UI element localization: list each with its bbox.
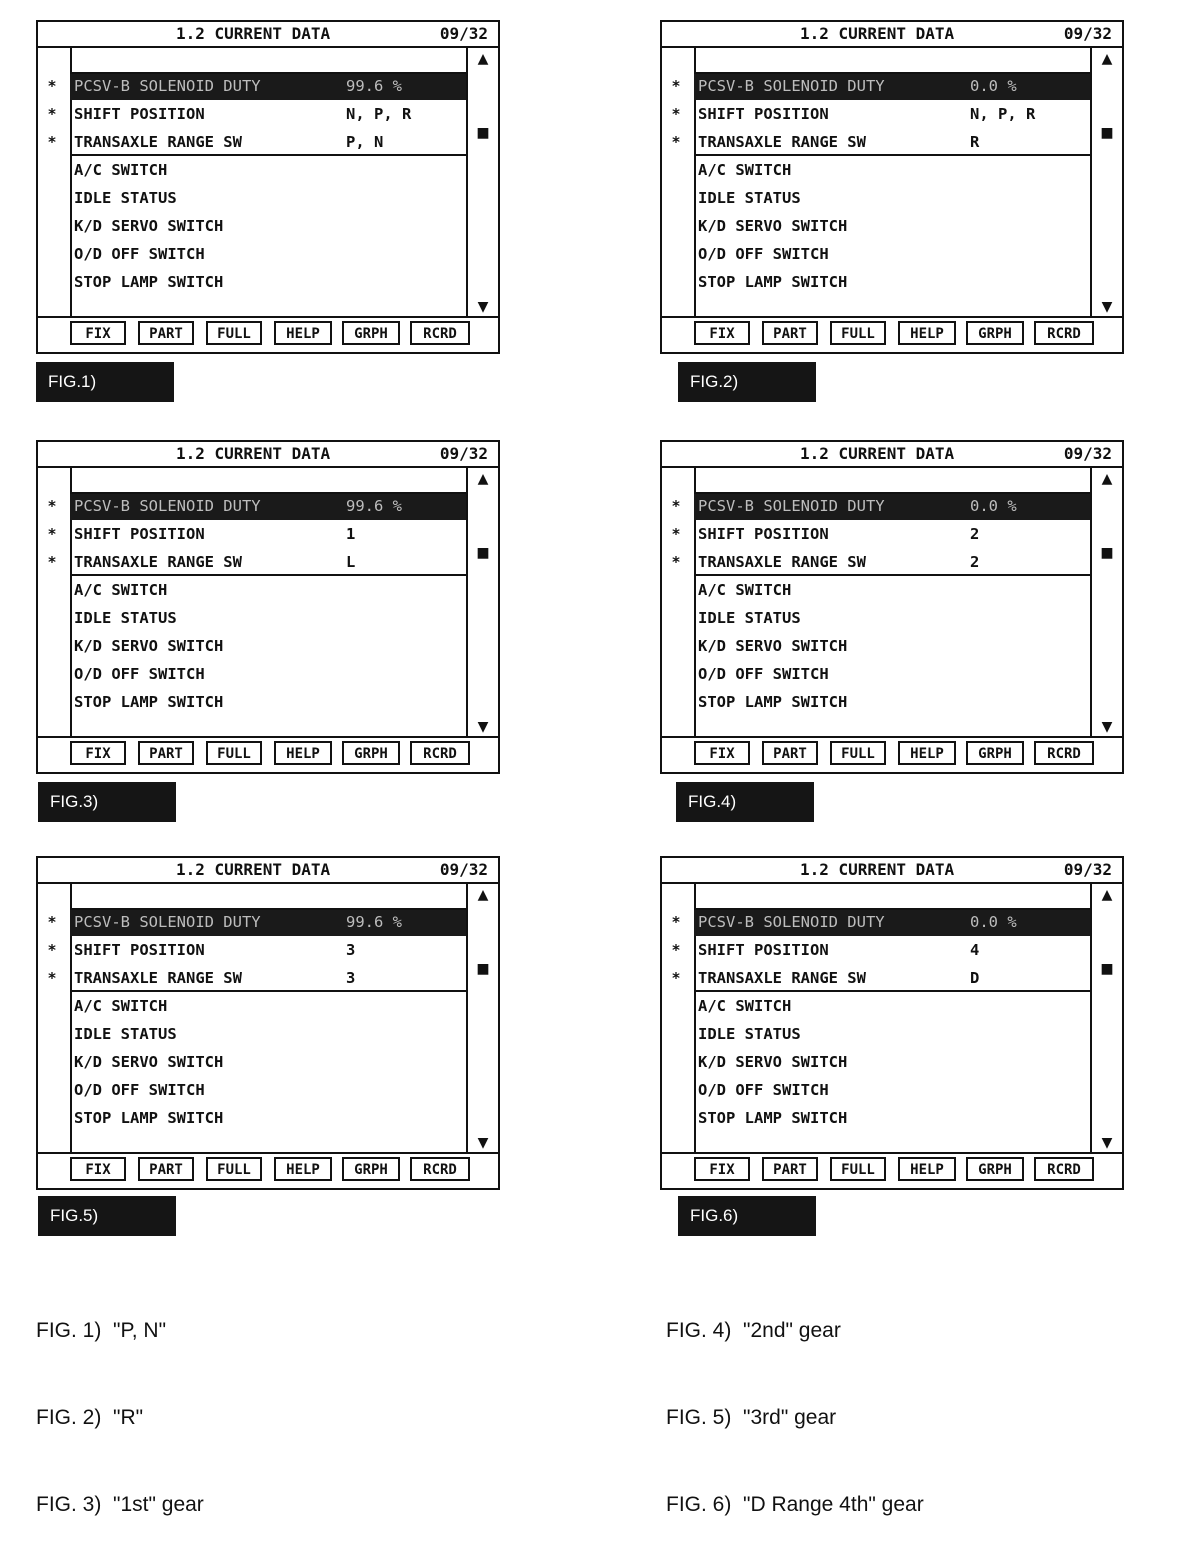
fkey-grph-button[interactable]: GRPH	[342, 321, 400, 345]
param-label: A/C SWITCH	[698, 161, 792, 179]
caption-fig5: FIG. 5) "3rd" gear	[666, 1406, 837, 1429]
data-list	[47, 908, 468, 1132]
data-row[interactable]	[70, 1076, 468, 1104]
figure-tag-3: FIG.3)	[38, 782, 176, 822]
param-value: N, P, R	[970, 105, 1036, 123]
data-row[interactable]	[47, 548, 468, 576]
data-list	[671, 72, 1092, 296]
data-list	[671, 492, 1092, 716]
fkey-part-button[interactable]: PART	[762, 741, 818, 765]
param-label: K/D SERVO SWITCH	[698, 1053, 848, 1071]
selected-marker: *	[671, 913, 681, 931]
data-row[interactable]	[70, 1048, 468, 1076]
param-label: PCSV-B SOLENOID DUTY	[698, 77, 885, 95]
fkey-fix-button[interactable]: FIX	[694, 1157, 750, 1181]
param-label: STOP LAMP SWITCH	[74, 273, 224, 291]
data-row[interactable]	[671, 936, 1092, 964]
figure-tag-6: FIG.6)	[678, 1196, 816, 1236]
data-row[interactable]	[671, 100, 1092, 128]
selected-marker: *	[47, 525, 57, 543]
param-value: R	[970, 133, 980, 151]
data-row[interactable]	[671, 72, 1092, 100]
scroll-up-arrow-icon[interactable]: ▲	[477, 471, 489, 487]
selected-marker: *	[671, 553, 681, 571]
data-row[interactable]	[694, 604, 1092, 632]
data-row[interactable]	[47, 72, 468, 100]
fkey-grph-button[interactable]: GRPH	[966, 321, 1024, 345]
data-list	[47, 72, 468, 296]
data-row[interactable]	[671, 548, 1092, 576]
param-value: 2	[970, 525, 980, 543]
screen-title: 1.2 CURRENT DATA	[176, 444, 331, 463]
figure-tag-2: FIG.2)	[678, 362, 816, 402]
caption-fig4: FIG. 4) "2nd" gear	[666, 1319, 841, 1342]
caption-fig2: FIG. 2) "R"	[36, 1406, 144, 1429]
fkey-grph-button[interactable]: GRPH	[966, 1157, 1024, 1181]
data-row[interactable]	[70, 240, 468, 268]
param-label: IDLE STATUS	[698, 1025, 801, 1043]
scroll-thumb[interactable]: ■	[1100, 545, 1114, 561]
fkey-fix-button[interactable]: FIX	[70, 321, 126, 345]
scan-tool-screen-fig6	[660, 856, 1124, 1190]
function-key-bar	[38, 736, 498, 772]
function-key-bar	[662, 736, 1122, 772]
param-label: TRANSAXLE RANGE SW	[698, 969, 866, 987]
fkey-full-button[interactable]: FULL	[206, 1157, 262, 1181]
data-row[interactable]	[70, 688, 468, 716]
selected-marker: *	[47, 133, 57, 151]
param-label: K/D SERVO SWITCH	[74, 1053, 224, 1071]
scrollbar[interactable]	[1090, 882, 1122, 1154]
fkey-grph-button[interactable]: GRPH	[342, 1157, 400, 1181]
param-label: A/C SWITCH	[698, 997, 792, 1015]
param-label: O/D OFF SWITCH	[698, 665, 829, 683]
param-label: K/D SERVO SWITCH	[74, 637, 224, 655]
selected-marker: *	[47, 497, 57, 515]
data-row[interactable]	[70, 604, 468, 632]
screen-header	[38, 858, 498, 884]
scan-tool-screen-fig2	[660, 20, 1124, 354]
param-label: O/D OFF SWITCH	[74, 1081, 205, 1099]
selected-marker: *	[47, 77, 57, 95]
screen-title: 1.2 CURRENT DATA	[800, 860, 955, 879]
scroll-down-arrow-icon[interactable]: ▼	[1101, 719, 1113, 735]
caption-fig6: FIG. 6) "D Range 4th" gear	[666, 1493, 924, 1516]
fkey-rcrd-button[interactable]: RCRD	[410, 741, 470, 765]
param-label: O/D OFF SWITCH	[698, 245, 829, 263]
selected-marker: *	[671, 77, 681, 95]
param-label: STOP LAMP SWITCH	[74, 1109, 224, 1127]
fkey-help-button[interactable]: HELP	[274, 741, 332, 765]
data-row[interactable]	[47, 964, 468, 992]
param-label: IDLE STATUS	[74, 189, 177, 207]
screen-title: 1.2 CURRENT DATA	[800, 444, 955, 463]
data-row[interactable]	[47, 520, 468, 548]
selected-marker: *	[671, 969, 681, 987]
data-list	[47, 492, 468, 716]
param-label: PCSV-B SOLENOID DUTY	[74, 913, 261, 931]
fkey-rcrd-button[interactable]: RCRD	[410, 321, 470, 345]
figure-tag-1: FIG.1)	[36, 362, 174, 402]
caption-fig3: FIG. 3) "1st" gear	[36, 1493, 204, 1516]
caption-list-left	[36, 1258, 204, 1548]
param-value: 0.0 %	[970, 77, 1017, 95]
fkey-part-button[interactable]: PART	[138, 321, 194, 345]
param-label: STOP LAMP SWITCH	[698, 273, 848, 291]
param-value: 3	[346, 969, 356, 987]
data-row[interactable]	[694, 1104, 1092, 1132]
param-value: D	[970, 969, 980, 987]
selected-marker: *	[671, 497, 681, 515]
data-row[interactable]	[694, 632, 1092, 660]
fkey-fix-button[interactable]: FIX	[70, 1157, 126, 1181]
selected-marker: *	[671, 133, 681, 151]
scan-tool-screen-fig5	[36, 856, 500, 1190]
scrollbar[interactable]	[466, 46, 498, 318]
selected-marker: *	[671, 941, 681, 959]
caption-list-right	[666, 1258, 924, 1548]
param-label: A/C SWITCH	[698, 581, 792, 599]
data-row[interactable]	[671, 520, 1092, 548]
screen-header	[38, 442, 498, 468]
param-label: PCSV-B SOLENOID DUTY	[698, 913, 885, 931]
data-row[interactable]	[694, 688, 1092, 716]
param-value: L	[346, 553, 356, 571]
scan-tool-screen-fig1	[36, 20, 500, 354]
data-row[interactable]	[70, 184, 468, 212]
param-value: 1	[346, 525, 356, 543]
param-value: 3	[346, 941, 356, 959]
scrollbar[interactable]	[1090, 46, 1122, 318]
param-label: TRANSAXLE RANGE SW	[74, 553, 242, 571]
param-label: IDLE STATUS	[74, 1025, 177, 1043]
param-label: PCSV-B SOLENOID DUTY	[74, 77, 261, 95]
param-value: P, N	[346, 133, 384, 151]
scroll-up-arrow-icon[interactable]: ▲	[477, 51, 489, 67]
data-row[interactable]	[694, 1076, 1092, 1104]
param-label: SHIFT POSITION	[74, 105, 205, 123]
param-label: O/D OFF SWITCH	[74, 245, 205, 263]
param-label: TRANSAXLE RANGE SW	[698, 553, 866, 571]
param-label: O/D OFF SWITCH	[698, 1081, 829, 1099]
function-key-bar	[38, 1152, 498, 1188]
data-row[interactable]	[47, 936, 468, 964]
selected-marker: *	[47, 105, 57, 123]
page-counter: 09/32	[1063, 860, 1112, 879]
fkey-part-button[interactable]: PART	[138, 741, 194, 765]
data-list	[671, 908, 1092, 1132]
fkey-fix-button[interactable]: FIX	[70, 741, 126, 765]
scrollbar[interactable]	[1090, 466, 1122, 738]
fkey-full-button[interactable]: FULL	[830, 1157, 886, 1181]
scroll-down-arrow-icon[interactable]: ▼	[477, 299, 489, 315]
param-value: 99.6 %	[346, 913, 402, 931]
param-label: A/C SWITCH	[74, 581, 168, 599]
scroll-thumb[interactable]: ■	[476, 545, 490, 561]
param-label: PCSV-B SOLENOID DUTY	[74, 497, 261, 515]
fkey-rcrd-button[interactable]: RCRD	[1034, 1157, 1094, 1181]
param-label: TRANSAXLE RANGE SW	[74, 133, 242, 151]
data-row[interactable]	[70, 660, 468, 688]
screen-title: 1.2 CURRENT DATA	[176, 860, 331, 879]
selected-marker: *	[47, 969, 57, 987]
param-value: 0.0 %	[970, 913, 1017, 931]
page-counter: 09/32	[439, 24, 488, 43]
scrollbar[interactable]	[466, 882, 498, 1154]
function-key-bar	[38, 316, 498, 352]
data-row[interactable]	[70, 992, 468, 1020]
param-label: A/C SWITCH	[74, 161, 168, 179]
data-row[interactable]	[47, 128, 468, 156]
fkey-help-button[interactable]: HELP	[898, 741, 956, 765]
data-row[interactable]	[671, 908, 1092, 936]
param-label: SHIFT POSITION	[698, 105, 829, 123]
screen-title: 1.2 CURRENT DATA	[176, 24, 331, 43]
scan-tool-screen-fig4	[660, 440, 1124, 774]
data-row[interactable]	[70, 1020, 468, 1048]
param-label: SHIFT POSITION	[74, 941, 205, 959]
data-row[interactable]	[671, 128, 1092, 156]
data-row[interactable]	[694, 240, 1092, 268]
param-label: TRANSAXLE RANGE SW	[698, 133, 866, 151]
fkey-part-button[interactable]: PART	[138, 1157, 194, 1181]
fkey-rcrd-button[interactable]: RCRD	[1034, 321, 1094, 345]
fkey-help-button[interactable]: HELP	[898, 1157, 956, 1181]
selected-marker: *	[47, 913, 57, 931]
param-label: K/D SERVO SWITCH	[698, 217, 848, 235]
param-value: 4	[970, 941, 980, 959]
param-label: TRANSAXLE RANGE SW	[74, 969, 242, 987]
data-row[interactable]	[694, 184, 1092, 212]
scroll-up-arrow-icon[interactable]: ▲	[1101, 887, 1113, 903]
data-row[interactable]	[47, 100, 468, 128]
param-label: K/D SERVO SWITCH	[74, 217, 224, 235]
scroll-down-arrow-icon[interactable]: ▼	[477, 719, 489, 735]
screen-header	[662, 442, 1122, 468]
fkey-full-button[interactable]: FULL	[830, 741, 886, 765]
screen-header	[38, 22, 498, 48]
data-row[interactable]	[70, 212, 468, 240]
data-row[interactable]	[694, 660, 1092, 688]
param-label: O/D OFF SWITCH	[74, 665, 205, 683]
function-key-bar	[662, 1152, 1122, 1188]
figure-tag-5: FIG.5)	[38, 1196, 176, 1236]
data-row[interactable]	[47, 492, 468, 520]
scan-tool-screen-fig3	[36, 440, 500, 774]
param-label: SHIFT POSITION	[698, 941, 829, 959]
param-label: IDLE STATUS	[698, 189, 801, 207]
param-value: 99.6 %	[346, 497, 402, 515]
data-row[interactable]	[694, 992, 1092, 1020]
fkey-grph-button[interactable]: GRPH	[342, 741, 400, 765]
fkey-full-button[interactable]: FULL	[206, 741, 262, 765]
selected-marker: *	[47, 941, 57, 959]
data-row[interactable]	[70, 576, 468, 604]
scroll-up-arrow-icon[interactable]: ▲	[1101, 471, 1113, 487]
screen-header	[662, 22, 1122, 48]
page-counter: 09/32	[1063, 24, 1112, 43]
function-key-bar	[662, 316, 1122, 352]
fkey-rcrd-button[interactable]: RCRD	[1034, 741, 1094, 765]
param-label: PCSV-B SOLENOID DUTY	[698, 497, 885, 515]
screen-title: 1.2 CURRENT DATA	[800, 24, 955, 43]
selected-marker: *	[671, 105, 681, 123]
param-label: K/D SERVO SWITCH	[698, 637, 848, 655]
param-value: N, P, R	[346, 105, 412, 123]
param-label: SHIFT POSITION	[698, 525, 829, 543]
param-label: STOP LAMP SWITCH	[698, 693, 848, 711]
fkey-fix-button[interactable]: FIX	[694, 321, 750, 345]
fkey-grph-button[interactable]: GRPH	[966, 741, 1024, 765]
fkey-part-button[interactable]: PART	[762, 1157, 818, 1181]
scroll-down-arrow-icon[interactable]: ▼	[1101, 1135, 1113, 1151]
data-row[interactable]	[671, 492, 1092, 520]
param-label: SHIFT POSITION	[74, 525, 205, 543]
fkey-fix-button[interactable]: FIX	[694, 741, 750, 765]
scroll-thumb[interactable]: ■	[476, 961, 490, 977]
selected-marker: *	[47, 553, 57, 571]
data-row[interactable]	[70, 156, 468, 184]
param-label: A/C SWITCH	[74, 997, 168, 1015]
scroll-up-arrow-icon[interactable]: ▲	[477, 887, 489, 903]
scroll-thumb[interactable]: ■	[476, 125, 490, 141]
data-row[interactable]	[694, 1020, 1092, 1048]
selected-marker: *	[671, 525, 681, 543]
page-counter: 09/32	[439, 444, 488, 463]
page-counter: 09/32	[1063, 444, 1112, 463]
param-value: 99.6 %	[346, 77, 402, 95]
param-label: IDLE STATUS	[698, 609, 801, 627]
scroll-down-arrow-icon[interactable]: ▼	[1101, 299, 1113, 315]
data-row[interactable]	[671, 964, 1092, 992]
data-row[interactable]	[70, 268, 468, 296]
data-row[interactable]	[694, 576, 1092, 604]
fkey-help-button[interactable]: HELP	[274, 321, 332, 345]
data-row[interactable]	[70, 632, 468, 660]
fkey-full-button[interactable]: FULL	[206, 321, 262, 345]
scroll-thumb[interactable]: ■	[1100, 125, 1114, 141]
param-label: IDLE STATUS	[74, 609, 177, 627]
fkey-help-button[interactable]: HELP	[898, 321, 956, 345]
scrollbar[interactable]	[466, 466, 498, 738]
data-row[interactable]	[694, 1048, 1092, 1076]
screen-header	[662, 858, 1122, 884]
data-row[interactable]	[694, 212, 1092, 240]
param-value: 2	[970, 553, 980, 571]
fkey-full-button[interactable]: FULL	[830, 321, 886, 345]
param-value: 0.0 %	[970, 497, 1017, 515]
param-label: STOP LAMP SWITCH	[74, 693, 224, 711]
data-row[interactable]	[694, 268, 1092, 296]
scroll-up-arrow-icon[interactable]: ▲	[1101, 51, 1113, 67]
scroll-thumb[interactable]: ■	[1100, 961, 1114, 977]
page-counter: 09/32	[439, 860, 488, 879]
param-label: STOP LAMP SWITCH	[698, 1109, 848, 1127]
figure-tag-4: FIG.4)	[676, 782, 814, 822]
fkey-help-button[interactable]: HELP	[274, 1157, 332, 1181]
fkey-rcrd-button[interactable]: RCRD	[410, 1157, 470, 1181]
caption-fig1: FIG. 1) "P, N"	[36, 1319, 167, 1342]
data-row[interactable]	[694, 156, 1092, 184]
data-row[interactable]	[70, 1104, 468, 1132]
scroll-down-arrow-icon[interactable]: ▼	[477, 1135, 489, 1151]
fkey-part-button[interactable]: PART	[762, 321, 818, 345]
data-row[interactable]	[47, 908, 468, 936]
